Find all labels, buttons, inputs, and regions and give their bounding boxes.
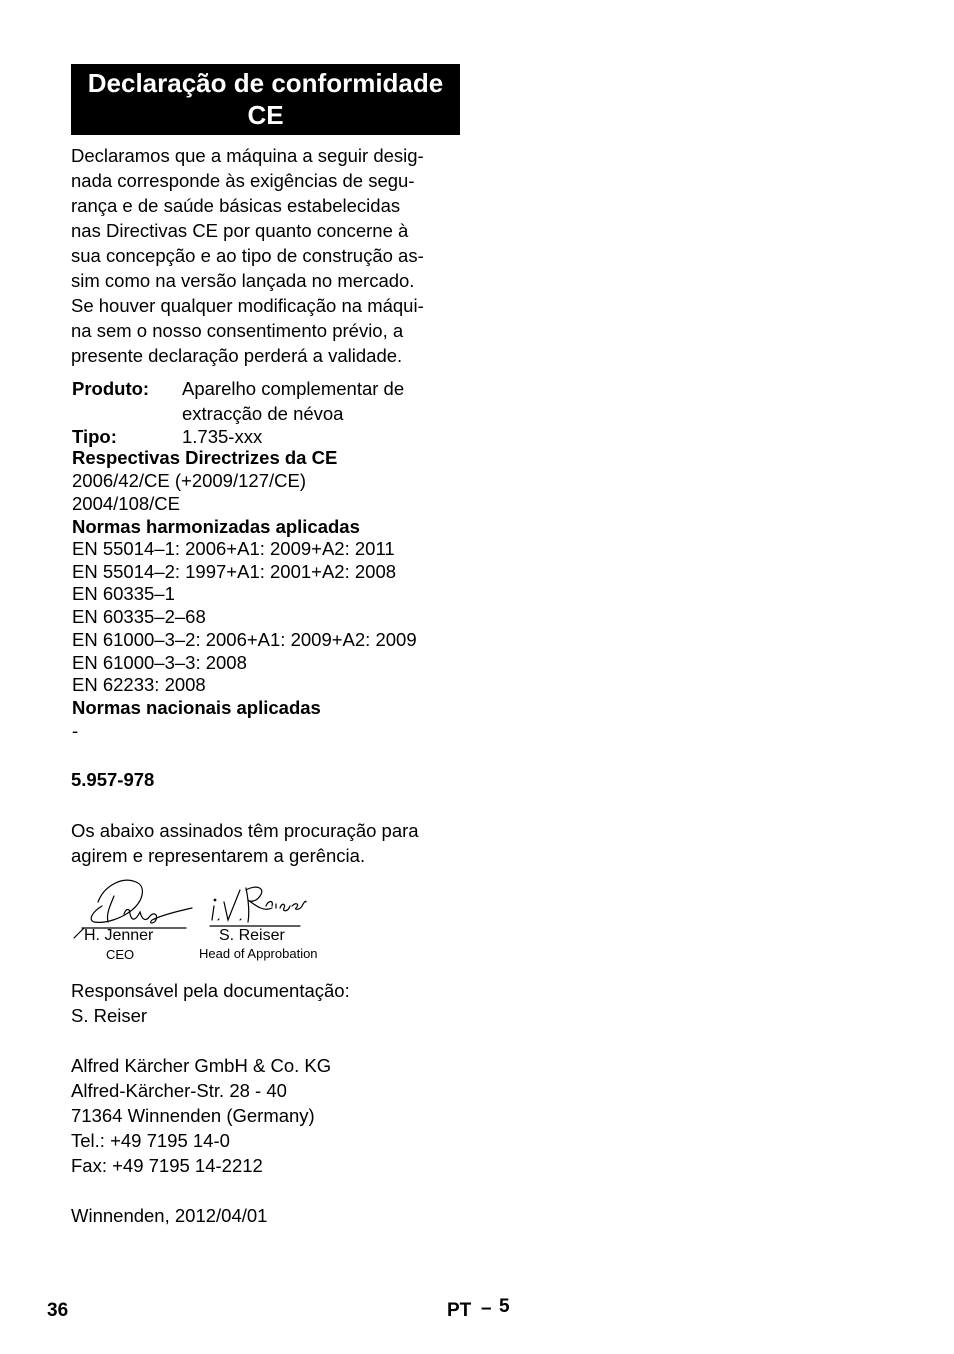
signer-role-jenner: CEO (106, 947, 135, 962)
heading-line-1: Declaração de conformidade (87, 68, 444, 98)
standard-item: EN 55014–1: 2006+A1: 2009+A2: 2011 (72, 538, 395, 559)
intro-line: sim como na versão lançada no mercado. (71, 270, 415, 291)
harmonized-heading: Normas harmonizadas aplicadas (72, 516, 360, 537)
heading-line-2: CE (247, 100, 284, 130)
signer-role-reiser: Head of Approbation (199, 946, 318, 961)
address-line: 71364 Winnenden (Germany) (71, 1105, 315, 1126)
signer-name-jenner: H. Jenner (84, 927, 154, 944)
directives-heading: Respectivas Directrizes da CE (72, 447, 338, 468)
reiser-signature (210, 887, 306, 926)
sub-page-number: 5 (499, 1296, 510, 1317)
page-number: 36 (47, 1300, 69, 1321)
standard-item: EN 60335–2–68 (72, 606, 206, 627)
standard-item: EN 55014–2: 1997+A1: 2001+A2: 2008 (72, 561, 397, 582)
language-code: PT (447, 1300, 472, 1321)
intro-line: sua concepção e ao tipo de construção as- (71, 245, 424, 266)
address-line: Tel.: +49 7195 14-0 (71, 1130, 230, 1151)
intro-line: nas Directivas CE por quanto concerne à (71, 220, 409, 241)
produto-label: Produto: (72, 378, 150, 399)
directive-item: 2004/108/CE (72, 493, 181, 514)
produto-value-1: Aparelho complementar de (182, 378, 405, 399)
authorized-line: agirem e representarem a gerência. (71, 845, 366, 866)
declaration-heading (71, 64, 460, 135)
produto-value-2: extracção de névoa (182, 403, 344, 424)
footer-dash: – (481, 1298, 492, 1319)
document-number: 5.957-978 (71, 769, 155, 790)
intro-line: Declaramos que a máquina a seguir desig- (71, 145, 424, 166)
place-date: Winnenden, 2012/04/01 (71, 1205, 268, 1226)
directive-item: 2006/42/CE (+2009/127/CE) (72, 470, 306, 491)
address-line: Fax: +49 7195 14-2212 (71, 1155, 263, 1176)
address-line: Alfred Kärcher GmbH & Co. KG (71, 1055, 332, 1076)
address-line: Alfred-Kärcher-Str. 28 - 40 (71, 1080, 287, 1101)
signer-name-reiser: S. Reiser (219, 927, 285, 944)
national-value: - (72, 720, 79, 741)
standard-item: EN 61000–3–3: 2008 (72, 652, 247, 673)
tipo-label: Tipo: (72, 426, 117, 447)
intro-line: Se houver qualquer modificação na máqui- (71, 295, 424, 316)
intro-line: presente declaração perderá a validade. (71, 345, 403, 366)
national-heading: Normas nacionais aplicadas (72, 697, 321, 718)
intro-line: rança e de saúde básicas estabelecidas (71, 195, 401, 216)
standard-item: EN 62233: 2008 (72, 674, 206, 695)
authorized-line: Os abaixo assinados têm procuração para (71, 820, 419, 841)
responsible-label: Responsável pela documentação: (71, 980, 350, 1001)
responsible-name: S. Reiser (71, 1005, 148, 1026)
standard-item: EN 60335–1 (72, 583, 175, 604)
intro-line: nada corresponde às exigências de segu- (71, 170, 415, 191)
intro-line: na sem o nosso consentimento prévio, a (71, 320, 404, 341)
tipo-value: 1.735-xxx (182, 426, 263, 447)
standard-item: EN 61000–3–2: 2006+A1: 2009+A2: 2009 (72, 629, 417, 650)
